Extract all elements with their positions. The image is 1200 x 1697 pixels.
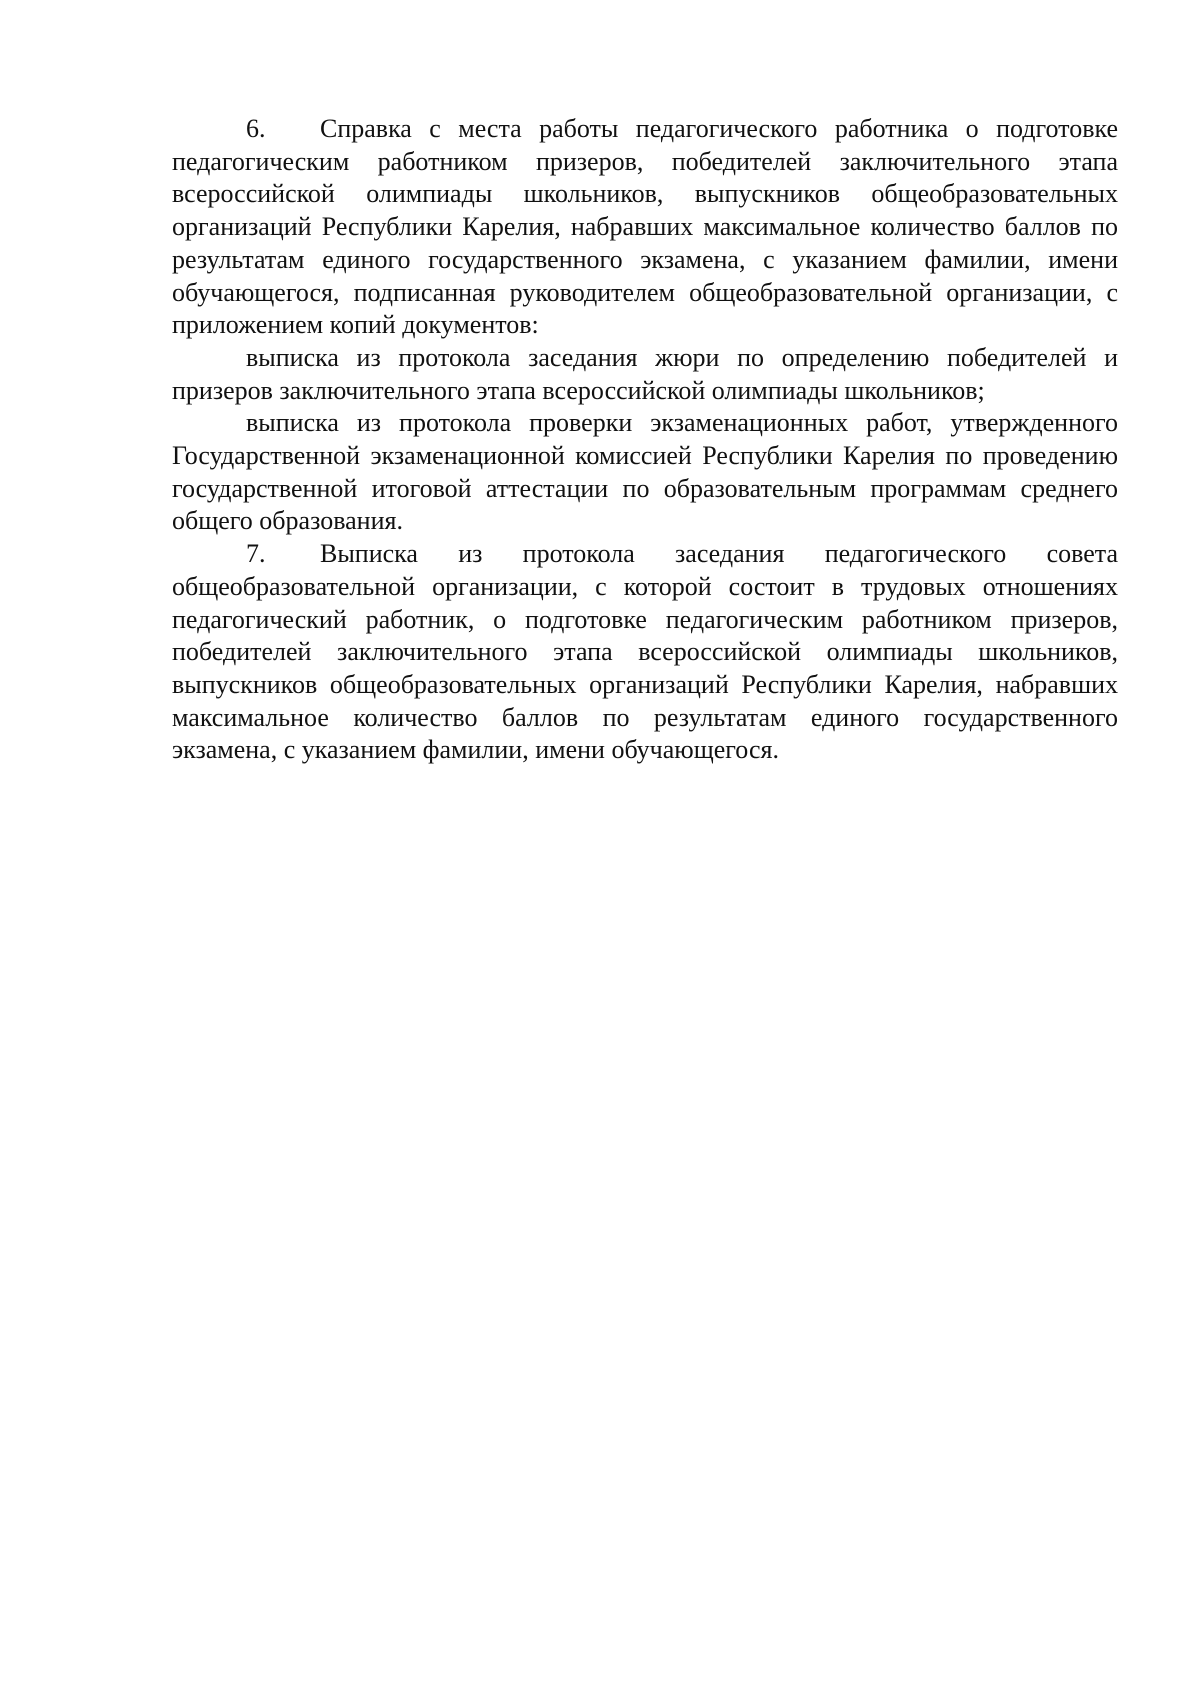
document-body	[172, 113, 1118, 767]
paragraph-jury-extract	[172, 342, 1118, 407]
paragraph-item-6	[172, 113, 1118, 342]
paragraph-item-7	[172, 538, 1118, 767]
paragraph-text: Справка с места работы педагогического работника о подготовке педагогическим работником призеров, победителей заключительного этапа всероссийской олимпиады школьников, выпускников общеобразовательных организаций Республики Карелия, набравших максимальное количество баллов по результатам единого государственного экзамена, с указанием фамилии, имени обучающегося, подписанная руководителем общеобразовательной организации, с приложением копий документов:	[172, 114, 1118, 340]
paragraph-text: выписка из протокола проверки экзаменационных работ, утвержденного Государственной экзаменационной комиссией Республики Карелия по проведению государственной итоговой аттестации по образовательным программам среднего общего образования.	[172, 408, 1118, 536]
paragraph-number: 7.	[246, 539, 266, 569]
paragraph-text: выписка из протокола заседания жюри по определению победителей и призеров заключительного этапа всероссийской олимпиады школьников;	[172, 342, 1118, 405]
paragraph-number: 6.	[246, 114, 266, 143]
paragraph-text: Выписка из протокола заседания педагогического совета общеобразовательной организации, с которой состоит в трудовых отношениях педагогический работник, о подготовке педагогическим работником призеров, победителей заключительного этапа всероссийской олимпиады школьников, выпускников общеобразовательных организаций Республики Карелия, набравших максимальное количество баллов по результатам единого государственного экзамена, с указанием фамилии, имени обучающегося.	[172, 539, 1118, 765]
paragraph-exam-extract	[172, 407, 1118, 538]
